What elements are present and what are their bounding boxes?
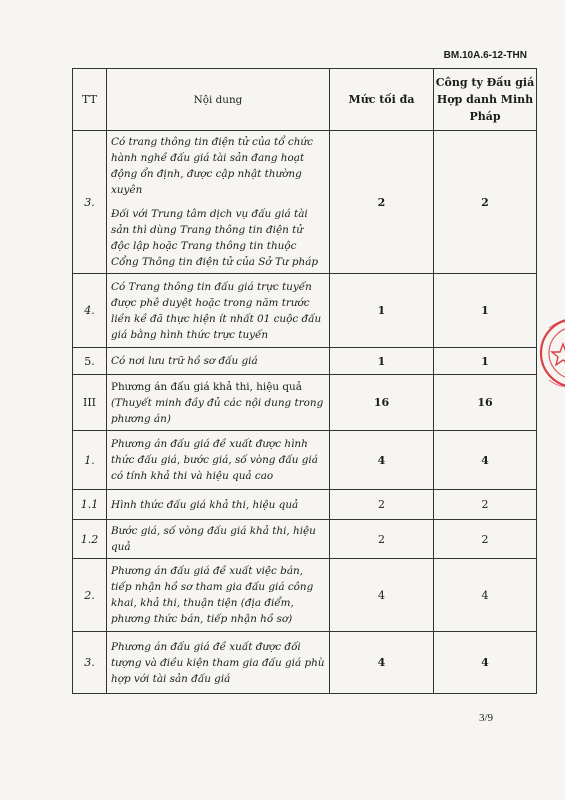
page-number: 3/9 — [478, 712, 493, 724]
row-content — [107, 131, 330, 274]
row-tt: 3. — [73, 632, 107, 694]
row-tt: 2. — [73, 559, 107, 632]
red-seal-stamp — [539, 308, 565, 398]
document-code: BM.10A.6-12-THN — [443, 50, 527, 61]
table-row — [73, 520, 537, 559]
table-row — [73, 431, 537, 490]
row-max-score: 1 — [330, 348, 434, 375]
row-max-score: 16 — [330, 375, 434, 431]
row-content: Có nơi lưu trữ hồ sơ đấu giá — [107, 348, 330, 375]
table-row — [73, 375, 537, 431]
row-content-note: (Thuyết minh đầy đủ các nội dung trong phương án) — [111, 396, 324, 425]
row-content-part-1: Có trang thông tin điện tử của tổ chức hành nghề đấu giá tài sản đang hoạt động ổn định, được cập nhật thường xuyên — [111, 136, 313, 196]
seal-icon — [539, 308, 565, 398]
row-tt: 4. — [73, 274, 107, 348]
row-tt: 5. — [73, 348, 107, 375]
row-company-score: 2 — [434, 490, 537, 520]
table-row — [73, 348, 537, 375]
row-max-score: 2 — [330, 490, 434, 520]
table-row — [73, 559, 537, 632]
table-row — [73, 274, 537, 348]
table-row — [73, 131, 537, 274]
row-content: Phương án đấu giá đề xuất được đối tượng và điều kiện tham gia đấu giá phù hợp với tài sản đấu giá — [107, 632, 330, 694]
row-tt: 1.1 — [73, 490, 107, 520]
header-company: Công ty Đấu giá Hợp danh Minh Pháp — [434, 69, 537, 131]
row-company-score: 16 — [434, 375, 537, 431]
header-content: Nội dung — [107, 69, 330, 131]
row-company-score: 2 — [434, 131, 537, 274]
row-max-score: 4 — [330, 632, 434, 694]
row-company-score: 2 — [434, 520, 537, 559]
row-tt: III — [73, 375, 107, 431]
row-company-score: 1 — [434, 274, 537, 348]
row-company-score: 4 — [434, 431, 537, 490]
scoring-table — [72, 68, 537, 694]
row-content: Phương án đấu giá đề xuất được hình thức đấu giá, bước giá, số vòng đấu giá có tính khả thi và hiệu quả cao — [107, 431, 330, 490]
row-company-score: 4 — [434, 632, 537, 694]
row-company-score: 4 — [434, 559, 537, 632]
row-max-score: 2 — [330, 131, 434, 274]
header-max-score: Mức tối đa — [330, 69, 434, 131]
row-tt: 1.2 — [73, 520, 107, 559]
table-row — [73, 632, 537, 694]
row-content — [107, 375, 330, 431]
row-content-part-2: Đối với Trung tâm dịch vụ đấu giá tài sản thì dùng Trang thông tin điện tử độc lập hoặc Trang thông tin thuộc Cổng Thông tin điện tử của Sở Tư pháp — [111, 208, 319, 268]
table-row — [73, 490, 537, 520]
row-tt: 1. — [73, 431, 107, 490]
row-max-score: 4 — [330, 559, 434, 632]
row-content: Hình thức đấu giá khả thi, hiệu quả — [107, 490, 330, 520]
row-tt: 3. — [73, 131, 107, 274]
row-company-score: 1 — [434, 348, 537, 375]
header-tt: TT — [73, 69, 107, 131]
row-content: Có Trang thông tin đấu giá trực tuyến được phê duyệt hoặc trong năm trước liền kề đã thực hiện ít nhất 01 cuộc đấu giá bằng hình thức trực tuyến — [107, 274, 330, 348]
row-max-score: 4 — [330, 431, 434, 490]
table-header-row — [73, 69, 537, 131]
row-max-score: 2 — [330, 520, 434, 559]
row-content-title: Phương án đấu giá khả thi, hiệu quả — [111, 380, 302, 393]
row-max-score: 1 — [330, 274, 434, 348]
row-content: Phương án đấu giá đề xuất việc bán, tiếp nhận hồ sơ tham gia đấu giá công khai, khả thi, thuận tiện (địa điểm, phương thức bán, tiếp nhận hồ sơ) — [107, 559, 330, 632]
row-content: Bước giá, số vòng đấu giá khả thi, hiệu quả — [107, 520, 330, 559]
